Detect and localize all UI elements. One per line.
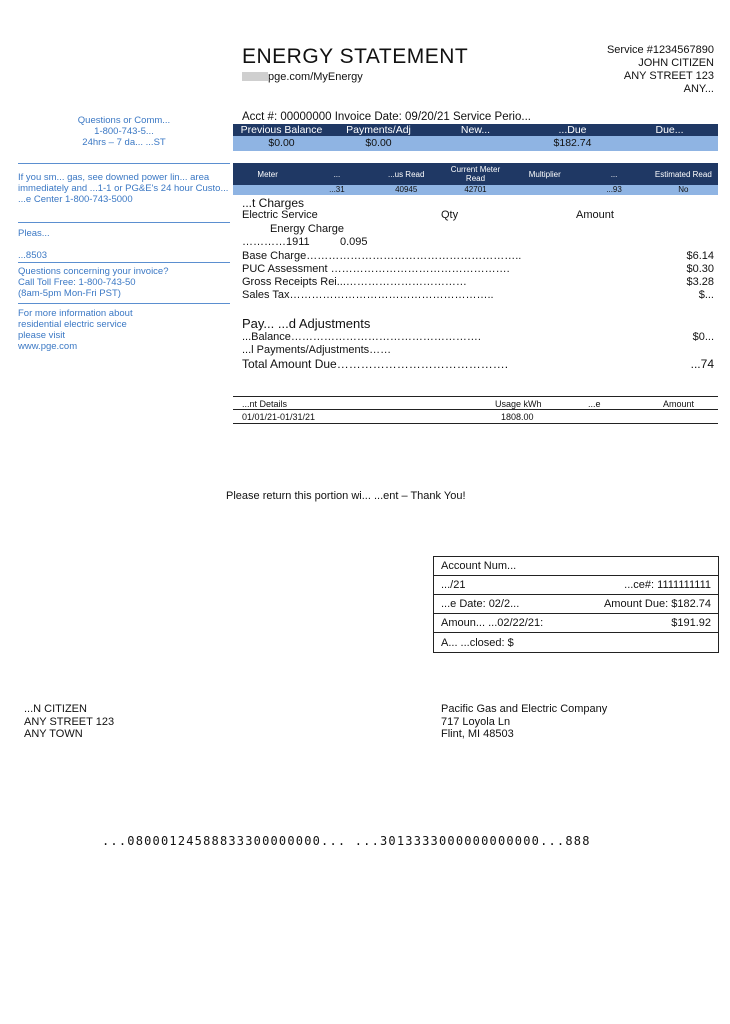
charge-line xyxy=(242,263,714,275)
more-info-line: residential electric service xyxy=(18,319,127,330)
stub-due-date: ...e Date: 02/2... xyxy=(441,598,520,610)
company-street: 717 Loyola Ln xyxy=(441,715,511,728)
return-notice: Please return this portion wi... ...ent – Thank You! xyxy=(226,490,466,502)
stub-row xyxy=(434,576,718,595)
balance-value-cell xyxy=(427,136,524,151)
charge-label: Gross Receipts Rei...…………………………… xyxy=(242,276,467,288)
charge-amount: $6.14 xyxy=(686,250,714,262)
energy-rate: 0.095 xyxy=(340,236,368,248)
meter-value-cell: ...93 xyxy=(606,185,622,194)
company-address xyxy=(441,703,607,741)
stub-amount-after-label: Amoun... ...02/22/21: xyxy=(441,617,544,629)
statement-title: ENERGY STATEMENT xyxy=(242,45,469,68)
meter-header-cell: Multiplier xyxy=(528,169,561,179)
customer-address xyxy=(24,703,114,741)
support-hours: (8am-5pm Mon-Fri PST) xyxy=(18,288,121,299)
redaction-block xyxy=(242,72,268,81)
meter-value-cell: No xyxy=(678,185,689,194)
invoice-questions: Questions concerning your invoice? xyxy=(18,266,169,277)
balance-value-cell xyxy=(621,136,718,151)
charge-line xyxy=(242,276,714,288)
meter-value-bar xyxy=(233,185,718,195)
meter-header-cell: ... xyxy=(610,169,618,179)
divider xyxy=(18,163,230,164)
stub-row xyxy=(434,614,718,633)
charge-line xyxy=(242,289,714,301)
questions-title: Questions or Comm... xyxy=(77,115,171,126)
usage-header-cell: Amount xyxy=(663,399,695,409)
questions-phone: 1-800-743-5... xyxy=(94,126,154,137)
total-amount: ...74 xyxy=(690,357,714,371)
energy-charge-label: Energy Charge xyxy=(270,223,344,235)
stub-amount-after-value: $191.92 xyxy=(671,617,711,629)
amount-label: Amount xyxy=(576,209,614,221)
website-url xyxy=(242,71,363,83)
meter-header-cell: Estimated Read xyxy=(654,169,712,179)
balance-header-cell: Due... xyxy=(655,124,684,136)
customer-address-name: ...N CITIZEN xyxy=(24,703,87,715)
total-label: Total Amount Due……………………………………. xyxy=(242,357,509,371)
payment-line xyxy=(242,331,714,343)
gas-notice: If you sm... gas, see downed power lin... area immediately and ...1-1 or PG&E's 24 hour Custo... ...e Center 1-800-743-5000 xyxy=(18,172,229,205)
website-url-text: pge.com/MyEnergy xyxy=(268,71,363,83)
charges-title: ...t Charges xyxy=(242,196,305,210)
meter-value-cell: ...31 xyxy=(329,185,345,194)
service-number: Service #1234567890 xyxy=(606,44,714,56)
customer-town: ANY... xyxy=(683,83,714,95)
divider xyxy=(18,222,230,223)
usage-header-cell: ...e xyxy=(588,399,601,409)
stub-row xyxy=(434,557,718,576)
payment-label: ...l Payments/Adjustments…… xyxy=(242,344,392,356)
divider xyxy=(18,303,230,304)
payment-line xyxy=(242,344,714,356)
meter-value-cell xyxy=(510,185,579,195)
balance-header-cell: Payments/Adj xyxy=(346,124,411,136)
toll-free-phone: Call Toll Free: 1-800-743-50 xyxy=(18,277,136,288)
customer-street: ANY STREET 123 xyxy=(623,70,714,82)
usage-header-cell: ...nt Details xyxy=(242,399,288,409)
charge-label: PUC Assessment …………………………………………. xyxy=(242,263,510,275)
meter-value-cell: 42701 xyxy=(464,185,487,194)
balance-header-cell: Previous Balance xyxy=(240,124,323,136)
payments-title: Pay... ...d Adjustments xyxy=(242,316,371,331)
energy-qty: …………1911 xyxy=(242,236,310,248)
stub-row xyxy=(434,633,718,652)
balance-value-cell: $0.00 xyxy=(268,137,295,149)
company-city: Flint, MI 48503 xyxy=(441,728,514,740)
stub-account-number: Account Num... xyxy=(441,560,517,572)
account-line: Acct #: 00000000 Invoice Date: 09/20/21 Service Perio... xyxy=(242,111,531,123)
meter-header-cell: ...us Read xyxy=(387,169,425,179)
payment-stub xyxy=(433,556,719,653)
meter-header-cell: Meter xyxy=(257,169,278,179)
service-header xyxy=(607,44,714,96)
meter-header-cell: Current Meter Read xyxy=(450,165,501,183)
charge-amount: $0.30 xyxy=(686,263,714,275)
ocr-scanline: ...08000124588833300000000... ...3013333000000000000...888 xyxy=(102,834,591,848)
customer-name: JOHN CITIZEN xyxy=(638,57,714,69)
charge-label: Sales Tax……………………………………………….. xyxy=(242,289,494,301)
balance-header-cell: ...Due xyxy=(558,124,587,136)
customer-address-town: ANY TOWN xyxy=(24,728,83,740)
stub-invoice-number: ...ce#: 1111111111 xyxy=(624,579,711,591)
payment-amount: $0... xyxy=(692,331,714,343)
more-info-line: please visit xyxy=(18,330,65,341)
customer-address-street: ANY STREET 123 xyxy=(24,715,115,728)
meter-value-cell: 40945 xyxy=(395,185,418,194)
qty-label: Qty xyxy=(441,209,459,221)
divider xyxy=(18,262,230,263)
balance-header-bar xyxy=(233,124,718,136)
charge-line xyxy=(242,250,714,262)
payment-label: ...Balance……………………………………………. xyxy=(242,331,481,343)
balance-value-cell: $182.74 xyxy=(553,137,592,149)
total-line xyxy=(242,357,714,371)
balance-value-cell: $0.00 xyxy=(365,137,392,149)
invoice-questions-block xyxy=(18,266,230,299)
please-note: Pleas... xyxy=(18,228,50,239)
more-info-block xyxy=(18,308,230,352)
usage-header-cell: Usage kWh xyxy=(495,399,542,409)
usage-row xyxy=(233,411,718,424)
stub-date: .../21 xyxy=(441,579,466,591)
stub-amount-due: Amount Due: $182.74 xyxy=(603,598,711,610)
questions-hours: 24hrs – 7 da... ...ST xyxy=(82,137,166,148)
pge-link[interactable]: www.pge.com xyxy=(18,341,78,352)
charge-amount: $3.28 xyxy=(686,276,714,288)
electric-service-label: Electric Service xyxy=(242,209,318,221)
company-name: Pacific Gas and Electric Company xyxy=(441,703,608,715)
charge-label: Base Charge………………………………………………….. xyxy=(242,250,522,262)
balance-value-bar xyxy=(233,136,718,151)
meter-header-cell: ... xyxy=(333,169,341,179)
meter-value-cell xyxy=(233,185,302,195)
more-info-line: For more information about xyxy=(18,308,133,319)
balance-header-cell: New... xyxy=(460,124,491,136)
charge-amount: $... xyxy=(698,289,714,301)
sidebar-address-partial: ...8503 xyxy=(18,250,48,261)
usage-header-row xyxy=(233,396,718,410)
stub-amount-enclosed: A... ...closed: $ xyxy=(441,636,514,649)
questions-block xyxy=(18,115,230,148)
usage-period: 01/01/21-01/31/21 xyxy=(242,412,316,422)
stub-row xyxy=(434,595,718,614)
meter-header-bar xyxy=(233,163,718,185)
usage-kwh: 1808.00 xyxy=(501,412,534,422)
